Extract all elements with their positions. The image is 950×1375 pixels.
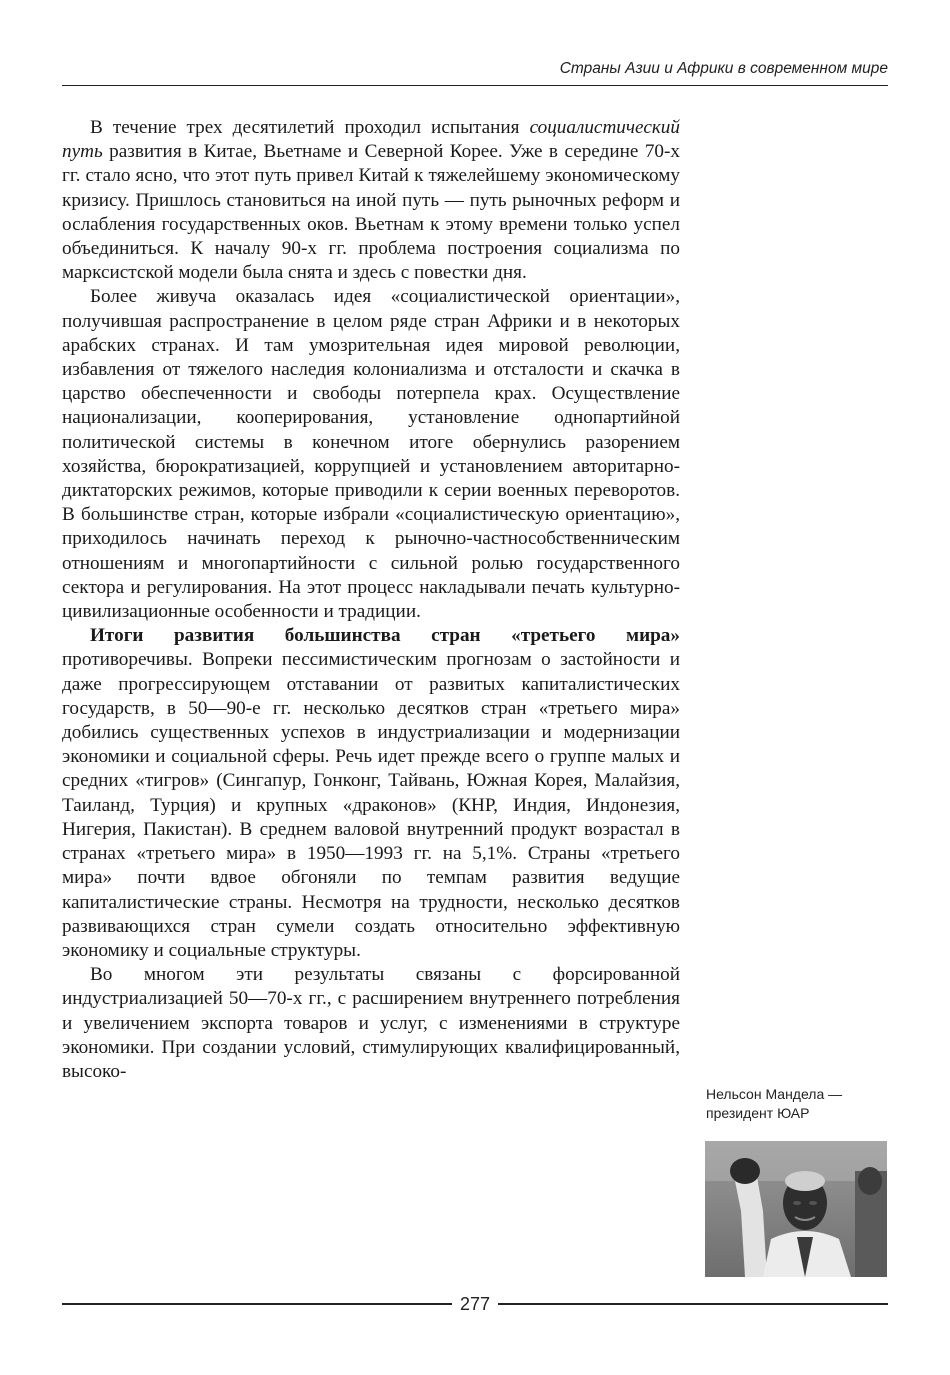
- running-header: [62, 60, 888, 86]
- footer-rule-right: [498, 1303, 888, 1305]
- page-number: 277: [459, 1293, 491, 1314]
- paragraph-2: [62, 285, 680, 624]
- paragraph-4: [62, 963, 680, 1084]
- mandela-photo-illustration: [705, 1141, 887, 1277]
- paragraph-3-bold-heading: Итоги развития большинства стран «третьего мира»: [90, 625, 680, 647]
- paragraph-1: [62, 116, 680, 285]
- paragraph-1-rest: развития в Китае, Вьетнаме и Северной Корее. Уже в середине 70-х гг. стало ясно, что этот путь привел Китай к тяжелейшему экономическому кризису. Пришлось становиться на иной путь — путь рыночных реформ и ослабления государственных оков. Вьетнам к этому времени только успел объединиться. К началу 90-х гг. проблема построения социализма по марксистской модели была снята и здесь с повестки дня.: [62, 141, 680, 284]
- paragraph-1-lead: В течение трех десятилетий проходил испытания: [90, 117, 530, 138]
- paragraph-3-rest: противоречивы. Вопреки пессимистическим прогнозам о застойности и даже прогрессирующем отставании от развитых капиталистических государств, в 50—90-е гг. несколько десятков стран «третьего мира» добились существенных успехов в индустриализации и модернизации экономики и социальной сферы. Речь идет прежде всего о группе малых и средних «тигров» (Сингапур, Гонконг, Тайвань, Южная Корея, Малайзия, Таиланд, Турция) и крупных «драконов» (КНР, Индия, Индонезия, Нигерия, Пакистан). В среднем валовой внутренний продукт возрастал в странах «третьего мира» в 1950—1993 гг. на 5,1%. Страны «третьего мира» почти вдвое обгоняли по темпам развития ведущие капиталистические страны. Несмотря на трудности, несколько десятков развивающихся стран сумели создать относительно эффективную экономику и социальные структуры.: [62, 649, 680, 961]
- paragraph-4-text: Во многом эти результаты связаны с форсированной индустриализацией 50—70-х гг., с расширением внутреннего потребления и увеличением экспорта товаров и услуг, с изменениями в структуре экономики. При создании условий, стимулирующих квалифицированный, высоко-: [62, 964, 680, 1082]
- paragraph-2-text: Более живуча оказалась идея «социалистической ориентации», получившая распространение в целом ряде стран Африки и в некоторых арабских странах. И там умозрительная идея мировой революции, избавления от тяжелого наследия колониализма и отсталости и скачка в царство обеспеченности и свободы потерпела крах. Осуществление национализации, кооперирования, установление однопартийной политической системы в конечном итоге обернулись разорением хозяйства, бюрократизацией, коррупцией и установлением авторитарно-диктаторских режимов, которые приводили к серии военных переворотов. В большинстве стран, которые избрали «социалистическую ориентацию», приходилось начинать переход к рыночно-частнособственническим отношениям и многопартийности с сильной ролью государственного сектора и регулирования. На этот процесс накладывали печать культурно-цивилизационные особенности и традиции.: [62, 286, 680, 623]
- footer-rule-left: [62, 1303, 452, 1305]
- photo-caption: Нельсон Мандела — президент ЮАР: [706, 1086, 843, 1121]
- paragraph-1-italic-term: социалистический путь: [62, 117, 680, 163]
- mandela-photo: [705, 1141, 887, 1277]
- page-footer: [62, 1292, 888, 1316]
- paragraph-3: [62, 624, 680, 963]
- running-title: Страны Азии и Африки в современном мире: [559, 60, 888, 77]
- main-text-column: [62, 116, 680, 1084]
